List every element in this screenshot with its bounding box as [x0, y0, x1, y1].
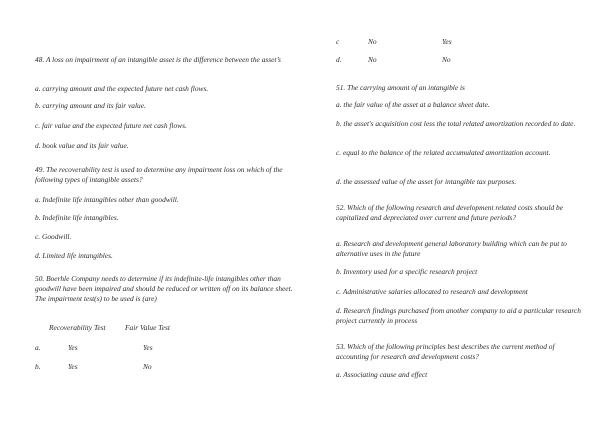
table-row-a-recoverability: Yes: [68, 343, 78, 352]
table-row-c-letter: c: [336, 37, 340, 46]
table-row-c-fair-value: Yes: [442, 37, 452, 46]
question-49-option-a: a. Indefinite life intangibles other than goodwill.: [35, 195, 179, 204]
table-row-a-fair-value: Yes: [143, 343, 153, 352]
question-48-option-b: b. carrying amount and its fair value.: [35, 101, 146, 110]
question-49-option-c: c. Goodwill.: [35, 232, 72, 241]
question-48-option-c: c. fair value and the expected future net cash flows.: [35, 121, 187, 130]
question-51-option-b: b. the asset's acquisition cost less the total related amortization recorded to date.: [336, 119, 576, 128]
table-row-d-fair-value: No: [442, 55, 451, 64]
question-52-stem: 52. Which of the following research and development related costs should be capitalized and depreciated over current and future periods?: [336, 203, 564, 222]
question-51-stem: 51. The carrying amount of an intangible is: [336, 83, 465, 92]
question-52-option-a: a. Research and development general laboratory building which can be put to alternative uses in the future: [336, 239, 567, 258]
question-52-option-b: b. Inventory used for a specific research project: [336, 267, 478, 276]
question-49-option-d: d. Limited life intangibles.: [35, 251, 113, 260]
question-51-option-c: c. equal to the balance of the related accumulated amortization account.: [336, 148, 551, 157]
table-row-b-letter: b.: [35, 362, 41, 371]
table-header-fair-value: Fair Value Test: [125, 323, 170, 332]
question-53-option-a: a. Associating cause and effect: [336, 370, 428, 379]
table-row-d-letter: d.: [336, 55, 342, 64]
table-row-a-letter: a.: [35, 343, 41, 352]
question-48-option-d: d. book value and its fair value.: [35, 141, 129, 150]
table-header-recoverability: Recoverability Test: [49, 323, 106, 332]
question-52-option-d: d. Research findings purchased from another company to aid a particular research project currently in process: [336, 306, 581, 325]
question-53-stem: 53. Which of the following principles best describes the current method of accounting for research and development costs?: [336, 342, 555, 361]
question-51-option-a: a. the fair value of the asset at a balance sheet date.: [336, 100, 490, 109]
table-row-c-recoverability: No: [368, 37, 377, 46]
table-row-b-recoverability: Yes: [68, 362, 78, 371]
question-52-option-c: c. Administrative salaries allocated to research and development: [336, 287, 528, 296]
table-row-d-recoverability: No: [368, 55, 377, 64]
question-51-option-d: d. the assessed value of the asset for intangible tax purposes.: [336, 177, 517, 186]
question-48-stem: 48. A loss on impairment of an intangible asset is the difference between the asset’s: [35, 55, 281, 64]
table-row-b-fair-value: No: [143, 362, 152, 371]
question-50-stem: 50. Boerhle Company needs to determine if its indefinite-life intangibles other than goodwill have been impaired and should be reduced or written off on its balance sheet. The impairment test(s) to be used is (are): [35, 274, 293, 303]
question-48-option-a: a. carrying amount and the expected future net cash flows.: [35, 84, 209, 93]
question-49-stem: 49. The recoverability test is used to determine any impairment loss on which of the following types of intangible assets?: [35, 165, 283, 184]
question-49-option-b: b. Indefinite life intangibles.: [35, 213, 119, 222]
